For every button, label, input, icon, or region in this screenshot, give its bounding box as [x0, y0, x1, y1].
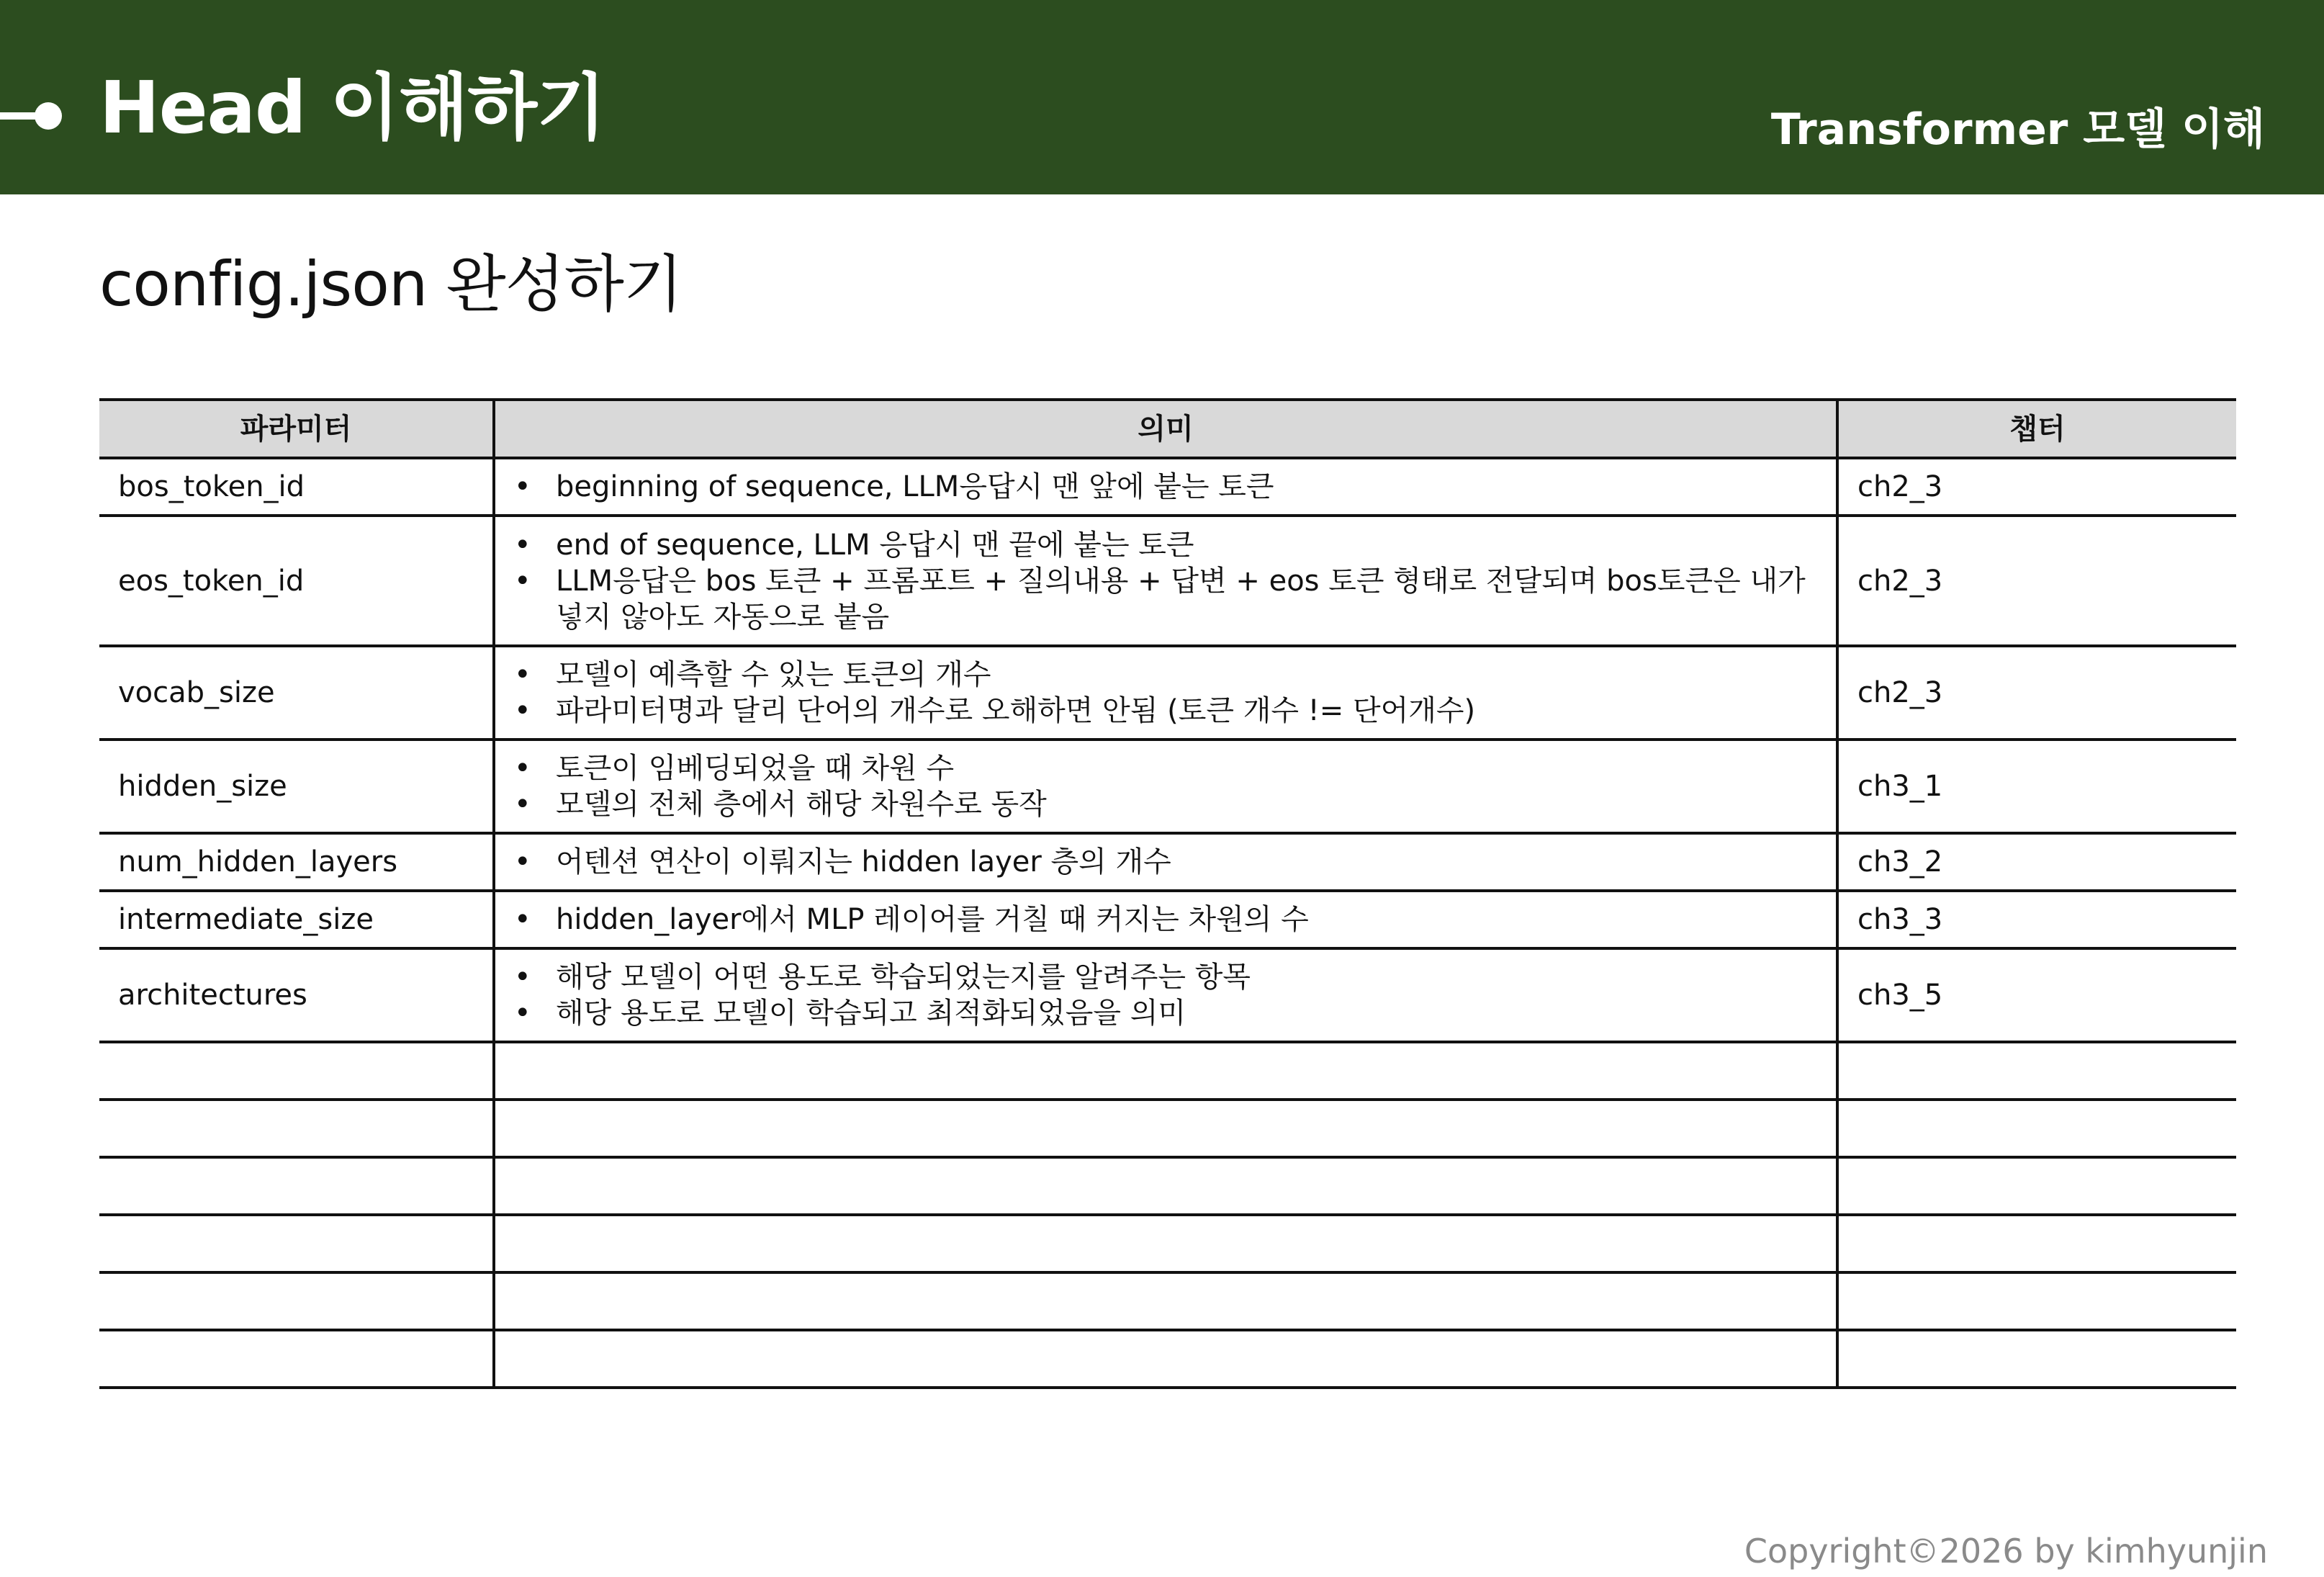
meaning-item: • end of sequence, LLM 응답시 맨 끝에 붙는 토큰 [514, 527, 1817, 563]
copyright-text: Copyright©2026 by kimhyunjin [1744, 1531, 2268, 1571]
meaning-cell [494, 740, 1837, 833]
param-cell [99, 1042, 494, 1100]
meaning-cell [494, 833, 1837, 891]
meaning-cell [494, 891, 1837, 948]
chapter-cell: ch2_3 [1837, 458, 2236, 516]
chapter-cell: ch3_5 [1837, 948, 2236, 1042]
table-row [99, 1157, 2236, 1215]
param-cell: intermediate_size [99, 891, 494, 948]
chapter-cell: ch2_3 [1837, 516, 2236, 646]
meaning-cell [494, 458, 1837, 516]
slide-title: Head 이해하기 [99, 66, 605, 150]
param-cell [99, 1100, 494, 1157]
chapter-cell: ch3_3 [1837, 891, 2236, 948]
chapter-cell [1837, 1042, 2236, 1100]
table-row [99, 516, 2236, 646]
param-cell [99, 1330, 494, 1388]
chapter-cell: ch3_2 [1837, 833, 2236, 891]
meaning-item: • 어텐션 연산이 이뤄지는 hidden layer 층의 개수 [514, 844, 1817, 880]
meaning-item: • 토큰이 임베딩되었을 때 차원 수 [514, 750, 1817, 786]
table-row [99, 1100, 2236, 1157]
param-cell: vocab_size [99, 646, 494, 740]
meaning-item: • LLM응답은 bos 토큰 + 프롬포트 + 질의내용 + 답변 + eos 토큰 형태로 전달되며 bos토큰은 내가 넣지 않아도 자동으로 붙음 [514, 563, 1817, 635]
meaning-item: • 모델이 예측할 수 있는 토큰의 개수 [514, 657, 1817, 693]
meaning-list [514, 527, 1817, 635]
meaning-cell [494, 1215, 1837, 1272]
table-row [99, 458, 2236, 516]
meaning-item: • hidden_layer에서 MLP 레이어를 거칠 때 커지는 차원의 수 [514, 902, 1817, 938]
meaning-cell [494, 516, 1837, 646]
table-header-row [99, 400, 2236, 458]
meaning-item: • 모델의 전체 층에서 해당 차원수로 동작 [514, 786, 1817, 822]
meaning-cell [494, 1272, 1837, 1330]
meaning-cell [494, 646, 1837, 740]
table-row [99, 948, 2236, 1042]
meaning-list [514, 844, 1817, 880]
chapter-cell: ch2_3 [1837, 646, 2236, 740]
meaning-item: • 해당 모델이 어떤 용도로 학습되었는지를 알려주는 항목 [514, 959, 1817, 995]
table-row [99, 1330, 2236, 1388]
meaning-list [514, 750, 1817, 822]
meaning-cell [494, 1100, 1837, 1157]
section-title: config.json 완성하기 [99, 248, 683, 320]
table-row [99, 1042, 2236, 1100]
header-bar [0, 0, 2324, 194]
header-chapter: 챕터 [1837, 400, 2236, 458]
chapter-cell [1837, 1330, 2236, 1388]
param-cell [99, 1215, 494, 1272]
table-row [99, 740, 2236, 833]
param-cell: architectures [99, 948, 494, 1042]
table-row [99, 891, 2236, 948]
meaning-item: • 해당 용도로 모델이 학습되고 최적화되었음을 의미 [514, 995, 1817, 1031]
param-cell: num_hidden_layers [99, 833, 494, 891]
meaning-cell [494, 1157, 1837, 1215]
meaning-cell [494, 1330, 1837, 1388]
chapter-cell [1837, 1215, 2236, 1272]
chapter-cell: ch3_1 [1837, 740, 2236, 833]
meaning-list [514, 959, 1817, 1031]
param-cell [99, 1157, 494, 1215]
config-params-table [99, 398, 2236, 1389]
param-cell: bos_token_id [99, 458, 494, 516]
header-param: 파라미터 [99, 400, 494, 458]
table-row [99, 646, 2236, 740]
table-body [99, 458, 2236, 1388]
param-cell: hidden_size [99, 740, 494, 833]
table-row [99, 1215, 2236, 1272]
meaning-list [514, 469, 1817, 505]
table-row [99, 833, 2236, 891]
chapter-cell [1837, 1272, 2236, 1330]
chapter-cell [1837, 1157, 2236, 1215]
table-row [99, 1272, 2236, 1330]
meaning-cell [494, 1042, 1837, 1100]
param-cell: eos_token_id [99, 516, 494, 646]
meaning-list [514, 657, 1817, 729]
meaning-cell [494, 948, 1837, 1042]
param-cell [99, 1272, 494, 1330]
chapter-cell [1837, 1100, 2236, 1157]
meaning-list [514, 902, 1817, 938]
meaning-item: • beginning of sequence, LLM응답시 맨 앞에 붙는 토큰 [514, 469, 1817, 505]
header-dot-marker [35, 102, 62, 130]
meaning-item: • 파라미터명과 달리 단어의 개수로 오해하면 안됨 (토큰 개수 != 단어개수) [514, 693, 1817, 729]
header-meaning: 의미 [494, 400, 1837, 458]
slide-subtitle: Transformer 모델 이해 [1770, 104, 2265, 155]
